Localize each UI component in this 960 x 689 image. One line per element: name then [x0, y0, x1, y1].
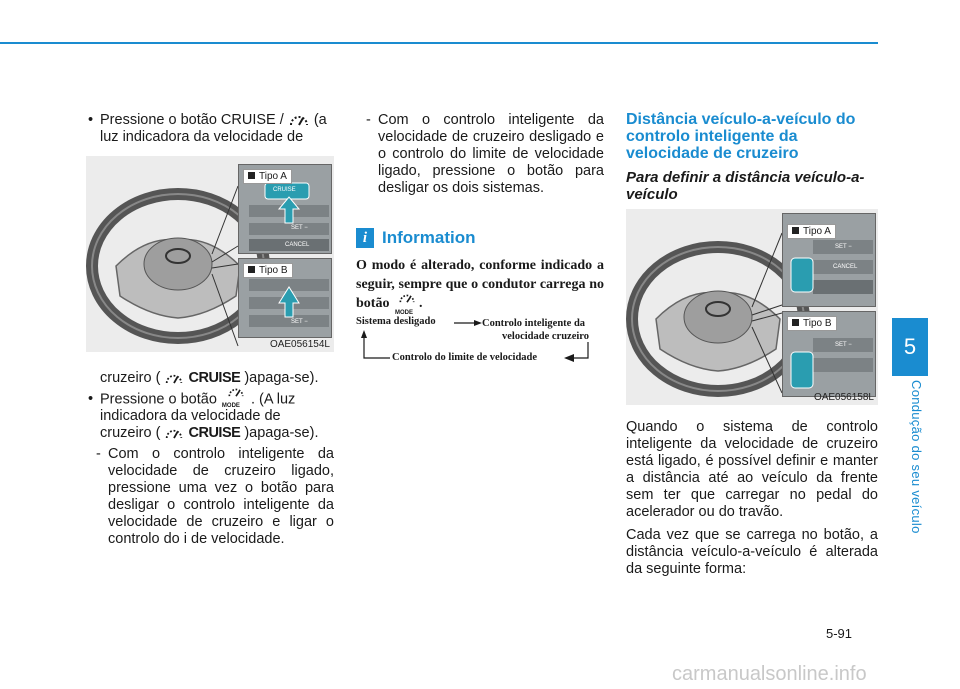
cruise-indicator-text: cruzeiro ( CRUISE )apaga-se).: [100, 370, 319, 386]
inset-type-b: [782, 311, 876, 397]
chapter-number-tab: 5: [892, 318, 928, 376]
header-rule: [0, 42, 878, 44]
cruise-speedometer-icon: [164, 371, 184, 386]
info-text: O modo é alterado, conforme indicado a seguir, sempre que o condutor carrega no botão MODE .: [356, 258, 604, 316]
steering-wheel-figure-2: [626, 209, 878, 405]
bullet-text: Pressione o botão CRUISE /: [100, 112, 284, 128]
cruise-button-label: CRUISE: [273, 187, 296, 193]
bullet-cruise: [86, 112, 334, 146]
cancel-button-label: CANCEL: [833, 264, 858, 270]
chapter-title: Condução do seu veículo: [909, 380, 924, 534]
bullet-text: (a: [313, 112, 327, 128]
set-button-label: SET −: [291, 319, 308, 325]
type-b-label: Tipo B: [787, 316, 837, 331]
set-button-label: SET −: [835, 244, 852, 250]
type-b-label: Tipo B: [243, 263, 293, 278]
paragraph-1: Quando o sistema de controlo inteligente da velocidade de cruzeiro está ligado, é possível definir e manter a distância até ao veículo da frente sem ter que carregar no pedal do acelerador ou do travão.: [626, 419, 878, 520]
cancel-button-label: CANCEL: [285, 242, 310, 248]
set-button-label: SET −: [291, 225, 308, 231]
state-off: Sistema desligado: [356, 316, 436, 327]
inset-type-a: [238, 164, 332, 254]
type-a-label: Tipo A: [243, 169, 292, 184]
cruise-word: CRUISE: [188, 425, 241, 442]
cruise-speedometer-icon: [164, 426, 184, 441]
mode-button-icon: MODE: [393, 295, 419, 313]
dash-item-2: - Com o controlo inteligente da velocidade de cruzeiro desligado e o controlo do limite de velocidade ligado, pressione o botão para desligar os dois sistemas.: [356, 112, 604, 197]
page-number: 5-91: [826, 626, 853, 641]
steering-wheel-figure-1: [86, 156, 334, 352]
paragraph-2: Cada vez que se carrega no botão, a distância veículo-a-veículo é alterada da seguinte forma:: [626, 527, 878, 577]
mode-button-icon: MODE: [221, 391, 247, 408]
cruise-speedometer-icon: [288, 112, 310, 128]
bullet-text: luz indicadora da velocidade de: [100, 129, 304, 145]
column-1-continued: [86, 370, 334, 548]
cruise-word: CRUISE: [188, 370, 241, 386]
state-scc-line2: velocidade cruzeiro: [502, 331, 589, 342]
subsection-title: Para definir a distância veículo-a-veículo: [626, 169, 865, 203]
dash-item-1: - Com o controlo inteligente da velocidade de cruzeiro ligado, pressione uma vez o botão para desligar o controlo inteligente da velocidade de cruzeiro e ligar o controlo do i de velocidade.: [86, 446, 334, 548]
watermark: carmanualsonline.info: [672, 663, 867, 685]
state-scc-line1: Controlo inteligente da: [482, 318, 586, 329]
info-icon: i: [356, 228, 374, 248]
inset-type-a: [782, 213, 876, 307]
mode-cycle-diagram: [356, 312, 604, 368]
bullet-mode: • Pressione o botão MODE . (A luz indicadora da velocidade de cruzeiro ( CRUISE )apaga-se).: [86, 391, 334, 442]
type-a-label: Tipo A: [787, 224, 836, 239]
column-2: [356, 112, 604, 197]
section-title: Distância veículo-a-veículo do controlo inteligente da velocidade de cruzeiro: [626, 111, 856, 162]
state-limit: Controlo do limite de velocidade: [392, 352, 538, 363]
figure-code: OAE056158L: [813, 392, 874, 403]
figure-code: OAE056154L: [269, 339, 330, 350]
set-button-label: SET −: [835, 342, 852, 348]
column-1: [86, 112, 334, 146]
info-title: Information: [382, 228, 476, 247]
column-3: [626, 419, 878, 578]
inset-type-b: [238, 258, 332, 338]
